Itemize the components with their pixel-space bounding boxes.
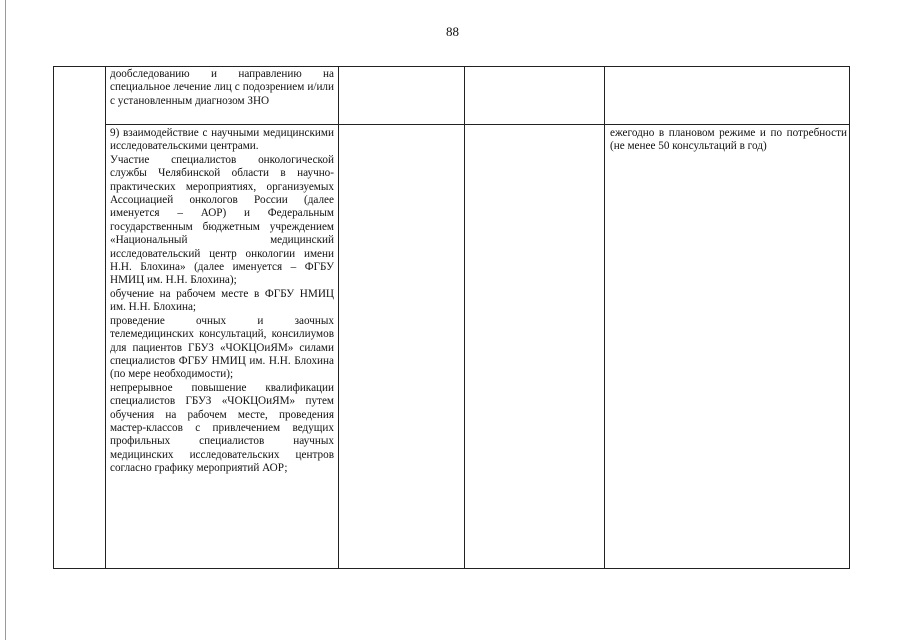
measure-paragraph: дообследованию и направлению на специальное лечение лиц с подозрением и/или с установленным диагнозом ЗНО (110, 68, 334, 107)
table-row-2-schedule: ежегодно в плановом режиме и по потребности (не менее 50 консультаций в год) (610, 127, 847, 153)
measure-paragraph: Участие специалистов онкологической службы Челябинской области в научно-практических мероприятиях, организуемых Ассоциацией онкологов России (далее именуется – АОР) и Федеральным государственным бюджетным учреждением «Национальный медицинский исследовательский центр онкологии имени Н.Н. Блохина» (далее именуется – ФГБУ НМИЦ им. Н.Н. Блохина); (110, 153, 334, 287)
column-divider (464, 67, 465, 568)
table-row-1-measure (110, 68, 334, 123)
measure-paragraph: непрерывное повышение квалификации специалистов ГБУЗ «ЧОКЦОиЯМ» путем обучения на рабочем месте, проведения мастер-классов с привлечением ведущих профильных специалистов научных медицинских исследовательских центров согласно графику мероприятий АОР; (110, 381, 334, 475)
measures-table (53, 66, 850, 569)
measure-paragraph: проведение очных и заочных телемедицинских консультаций, консилиумов для пациентов ГБУЗ «ЧОКЦОиЯМ» силами специалистов ФГБУ НМИЦ им. Н.Н. Блохина (по мере необходимости); (110, 314, 334, 381)
table-row-2-measure (110, 127, 334, 567)
page-edge-line (5, 0, 6, 640)
column-divider (105, 67, 106, 568)
measure-paragraph: 9) взаимодействие с научными медицинскими исследовательскими центрами. (110, 127, 334, 153)
page-number: 88 (446, 24, 459, 39)
measure-paragraph: обучение на рабочем месте в ФГБУ НМИЦ им. Н.Н. Блохина; (110, 287, 334, 314)
row-divider (105, 124, 849, 125)
column-divider (338, 67, 339, 568)
column-divider (604, 67, 605, 568)
